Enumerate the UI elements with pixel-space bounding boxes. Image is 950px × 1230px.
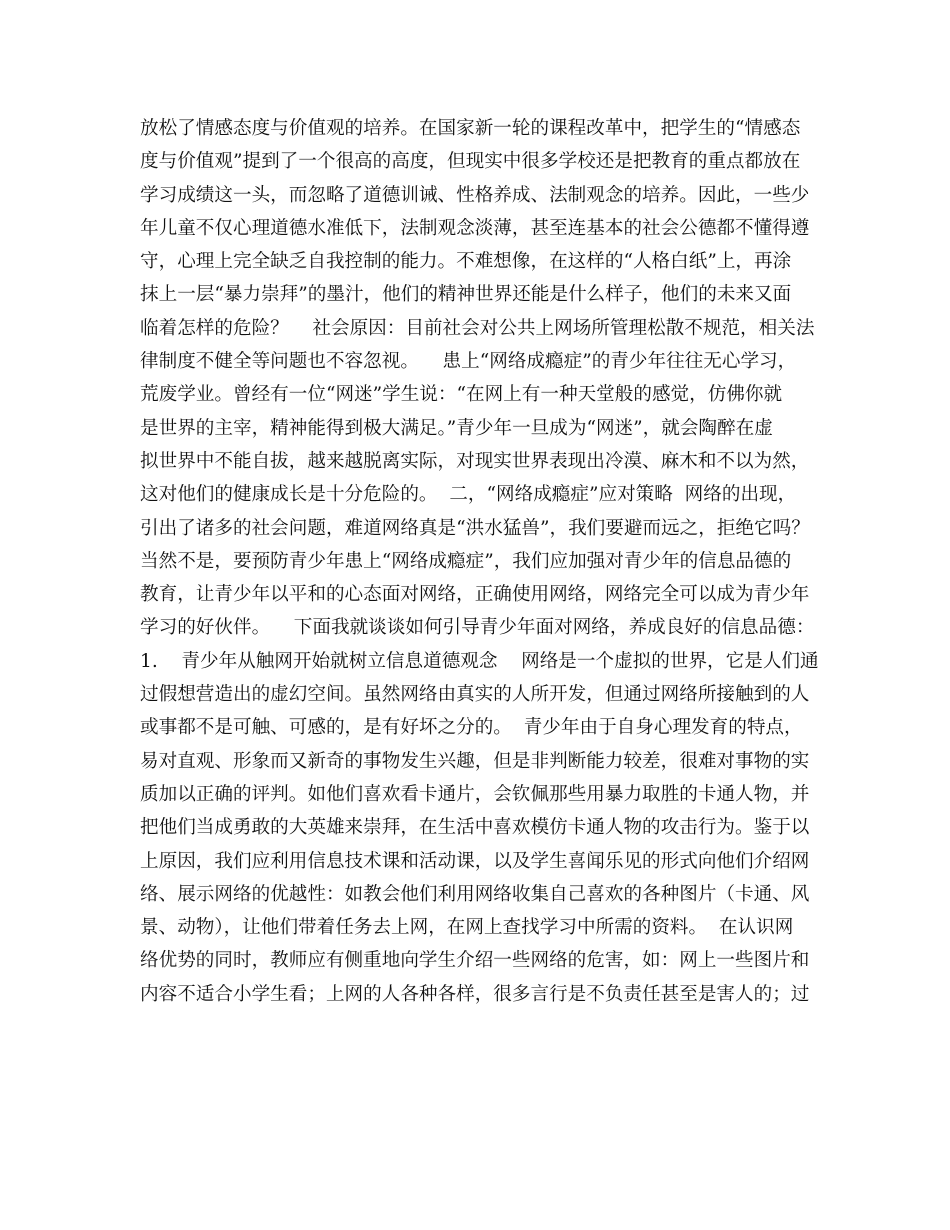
text-line: 守，心理上完全缺乏自我控制的能力。不难想像，在这样的“人格白纸”上，再涂 (140, 251, 792, 273)
text-line: 上原因，我们应利用信息技术课和活动课，以及学生喜闻乐见的形式向他们介绍网 (140, 850, 810, 872)
text-line: 1. 青少年从触网开始就树立信息道德观念 网络是一个虚拟的世界，它是人们通 (140, 650, 819, 672)
text-line: 临着怎样的危险？ 社会原因：目前社会对公共上网场所管理松散不规范，相关法 (140, 317, 815, 339)
text-line: 这对他们的健康成长是十分危险的。 二，“网络成瘾症”应对策略 网络的出现， (140, 484, 797, 506)
text-line: 景、动物），让他们带着任务去上网，在网上查找学习中所需的资料。 在认识网 (140, 917, 794, 939)
text-line: 拟世界中不能自拔，越来越脱离实际，对现实世界表现出冷漠、麻木和不以为然， (140, 450, 810, 472)
text-line: 学习的好伙伴。 下面我就谈谈如何引导青少年面对网络，养成良好的信息品德： (140, 617, 815, 639)
text-line: 过假想营造出的虚幻空间。虽然网络由真实的人所开发，但通过网络所接触到的人 (140, 684, 810, 706)
text-line: 络、展示网络的优越性：如教会他们利用网络收集自己喜欢的各种图片（卡通、风 (140, 883, 810, 905)
text-line: 易对直观、形象而又新奇的事物发生兴趣，但是非判断能力较差，很难对事物的实 (140, 750, 810, 772)
text-line: 把他们当成勇敢的大英雄来崇拜，在生活中喜欢模仿卡通人物的攻击行为。鉴于以 (140, 817, 810, 839)
text-line: 是世界的主宰，精神能得到极大满足。”青少年一旦成为“网迷”，就会陶醉在虚 (140, 417, 773, 439)
text-line: 内容不适合小学生看；上网的人各种各样，很多言行是不负责任甚至是害人的；过 (140, 983, 810, 1005)
body-text (140, 112, 830, 1011)
text-line: 当然不是，要预防青少年患上“网络成瘾症”，我们应加强对青少年的信息品德的 (140, 550, 792, 572)
text-line: 学习成绩这一头，而忽略了道德训诫、性格养成、法制观念的培养。因此，一些少 (140, 184, 810, 206)
text-line: 或事都不是可触、可感的，是有好坏之分的。 青少年由于自身心理发育的特点， (140, 717, 803, 739)
text-line: 年儿童不仅心理道德水准低下，法制观念淡薄，甚至连基本的社会公德都不懂得遵 (140, 217, 810, 239)
text-line: 教育，让青少年以平和的心态面对网络，正确使用网络，网络完全可以成为青少年 (140, 584, 810, 606)
text-line: 荒废学业。曾经有一位“网迷”学生说：“在网上有一种天堂般的感觉，仿佛你就 (140, 384, 783, 406)
text-line: 引出了诸多的社会问题，难道网络真是“洪水猛兽”，我们要避而远之，拒绝它吗？ (140, 517, 810, 539)
text-line: 律制度不健全等问题也不容忽视。 患上“网络成瘾症”的青少年往往无心学习， (140, 351, 797, 373)
text-line: 络优势的同时，教师应有侧重地向学生介绍一些网络的危害，如：网上一些图片和 (140, 950, 810, 972)
text-line: 质加以正确的评判。如他们喜欢看卡通片，会钦佩那些用暴力取胜的卡通人物，并 (140, 783, 810, 805)
text-line: 抹上一层“暴力崇拜”的墨汁，他们的精神世界还能是什么样子，他们的未来又面 (140, 284, 792, 306)
text-line: 放松了情感态度与价值观的培养。在国家新一轮的课程改革中，把学生的“情感态 (140, 118, 801, 139)
text-line: 度与价值观”提到了一个很高的高度，但现实中很多学校还是把教育的重点都放在 (140, 151, 801, 173)
